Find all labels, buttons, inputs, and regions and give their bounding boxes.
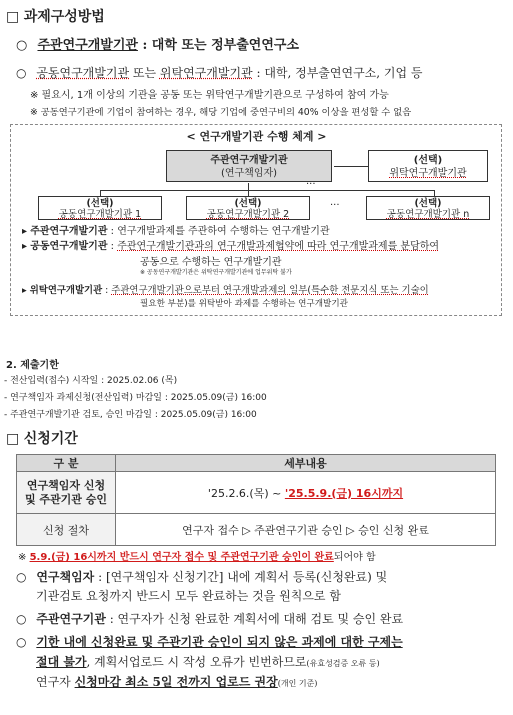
item-researcher: ○ 연구책임자 : [연구책임자 신청기간] 내에 계획서 등록(신청완료) 및 [16,570,388,584]
table-header: 세부내용 [116,455,496,472]
schedule-table [16,454,496,546]
table-header: 구 분 [17,455,116,472]
connector-line [248,183,249,190]
deadline-heading: 2. 제출기한 [6,360,59,371]
definition-entrusted: ▸ 위탁연구개발기관 : 주관연구개발기관으로부터 연구개발과제의 일부(특수한 전문지식 또는 기술이 [22,285,429,296]
section3-heading [6,428,78,448]
joint-org-box-n: (선택) 공동연구개발기관 n [366,196,490,220]
item-upload-recommend: 연구자 신청마감 최소 5일 전까지 업로드 권장(개인 기준) [36,675,318,689]
definition-joint-note: ※ 공동연구개발기관은 위탁연구개발기관에 업무위탁 불가 [140,269,292,276]
entrusted-org-box: (선택) 위탁연구개발기관 [368,150,488,182]
section-marker: □ [6,431,20,447]
triangle-bullet-icon: ▸ [22,226,28,237]
item-researcher-cont: 기관검토 요청까지 반드시 모두 완료하는 것을 원칙으로 함 [36,589,341,603]
table-row-label: 연구책임자 신청 및 주관기관 승인 [17,472,116,514]
deadline-start: - 전산입력(접수) 시작일 : 2025.02.06 (목) [4,376,178,386]
section1-heading [6,6,105,26]
bullet-joint-org: ○ 공동연구개발기관 또는 위탁연구개발기관 : 대학, 정부출연연구소, 기업 등 [16,66,423,80]
connector-line [334,166,368,167]
joint-org-box-1: (선택) 공동연구개발기관 1 [38,196,162,220]
bullet-lead-org: ○ 주관연구개발기관 : 대학 또는 정부출연연구소 [16,38,299,53]
joint-org-box-2: (선택) 공동연구개발기관 2 [186,196,310,220]
ellipsis: ··· [306,179,316,190]
section3-title: 신청기간 [23,431,78,447]
deadline-org-approval: - 주관연구개발기관 검토, 승인 마감일 : 2025.05.09(금) 16:00 [4,410,257,420]
deadline-researcher: - 연구책임자 과제신청(전산입력) 마감일 : 2025.05.09(금) 16:00 [4,393,267,403]
ellipsis: ··· [330,200,340,211]
note-optional: ※ 필요시, 1개 이상의 기관을 공동 또는 위탁연구개발기관으로 구성하여 참여 가능 [30,90,389,101]
item-lead-org: ○ 주관연구기관 : 연구자가 신청 완료한 계획서에 대해 검토 및 승인 완료 [16,612,404,626]
definition-joint: ▸ 공동연구개발기관 : 주관연구개발기관과의 연구개발과제협약에 따라 연구개발과제를 분담하여 [22,241,440,252]
lead-org-box: 주관연구개발기관 (연구책임자) [166,150,332,182]
section1-title: 과제구성방법 [23,9,105,25]
triangle-bullet-icon: ▸ [22,285,27,296]
triangle-bullet-icon: ▸ [22,241,28,252]
section-marker: □ [6,9,20,25]
table-cell-procedure: 연구자 접수 ▷ 주관연구기관 승인 ▷ 승인 신청 완료 [116,514,496,546]
item-no-relief: ○ 기한 내에 신청완료 및 주관기관 승인이 되지 않은 과제에 대한 구제는 [16,635,403,649]
definition-joint-cont: 공동으로 수행하는 연구개발기관 [140,257,282,268]
table-cell-period: '25.2.6.(목) ~ '25.5.9.(금) 16시까지 [116,472,496,514]
item-no-relief-cont: 절대 불가, 계획서업로드 시 작성 오류가 빈번하므로(유효성검증 오류 등) [36,655,380,669]
diagram-title: < 연구개발기관 수행 체계 > [186,130,327,143]
note-company-limit: ※ 공동연구기관에 기업이 참여하는 경우, 해당 기업에 중연구비의 40% 이상을 편성할 수 없음 [30,107,412,118]
definition-entrusted-cont: 필요한 부분)를 위탁받아 과제를 수행하는 연구개발기관 [140,299,348,309]
connector-line [100,190,434,191]
table-row-label: 신청 절차 [17,514,116,546]
definition-lead: ▸ 주관연구개발기관 : 연구개발과제를 주관하여 수행하는 연구개발기관 [22,226,330,237]
warning-note: ※ 5.9.(금) 16시까지 반드시 연구자 접수 및 주관연구기관 승인이 완료되어야 함 [18,552,376,563]
